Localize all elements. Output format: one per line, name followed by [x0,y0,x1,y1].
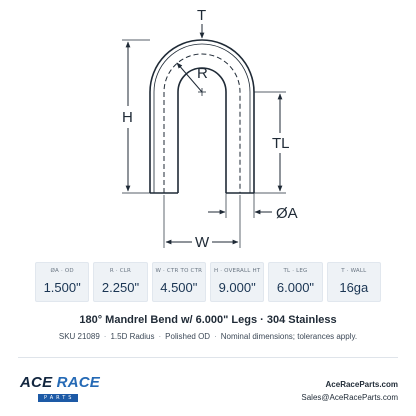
leg-label: TL [272,135,290,152]
spec-value: 9.000" [218,280,256,295]
radius-spec: 1.5D Radius [110,332,155,341]
contact-info [301,378,398,404]
separator: · [158,332,162,341]
diameter-label: ØA [276,205,298,222]
spec-label: TL · LEG [283,268,308,274]
spec-label: H · OVERALL HT [213,268,261,274]
logo-ace: ACE [20,374,53,391]
sku: SKU 21089 [58,332,100,341]
tube-outer-wall [150,40,254,193]
spec-width [152,262,206,302]
separator: · [103,332,107,341]
spec-wall [327,262,381,302]
footer-divider [18,357,398,358]
height-label: H [122,109,133,126]
product-subtitle [0,332,416,341]
spec-table [35,262,381,302]
spec-label: W · CTR TO CTR [155,268,203,274]
spec-od [35,262,89,302]
spec-value: 2.250" [101,280,140,295]
product-title: 180° Mandrel Bend w/ 6.000" Legs · 304 Stainless [79,314,337,326]
spec-clr [93,262,147,302]
spec-value: 16ga [339,280,369,295]
radius-label: R [197,65,208,82]
spec-label: ØA · OD [50,268,74,274]
tolerance-note: Nominal dimensions; tolerances apply. [220,332,358,341]
website-link[interactable]: AceRaceParts.com [325,380,398,389]
logo-race: RACE [56,374,100,391]
logo-parts: PARTS [38,394,78,402]
width-label: W [195,234,210,251]
spec-label: R · CLR [109,268,132,274]
spec-value: 6.000" [276,280,315,295]
email-link[interactable]: Sales@AceRaceParts.com [301,393,398,402]
logo-wordmark [20,374,100,391]
separator: · [214,332,217,341]
spec-height [210,262,264,302]
thickness-label: T [197,7,207,24]
tube-inner-wall [178,68,226,193]
brand-logo [20,374,140,408]
spec-value: 1.500" [43,280,81,295]
spec-label: T · WALL [341,268,367,274]
spec-leg [268,262,322,302]
spec-value: 4.500" [160,280,198,295]
finish-spec: Polished OD [165,332,211,341]
